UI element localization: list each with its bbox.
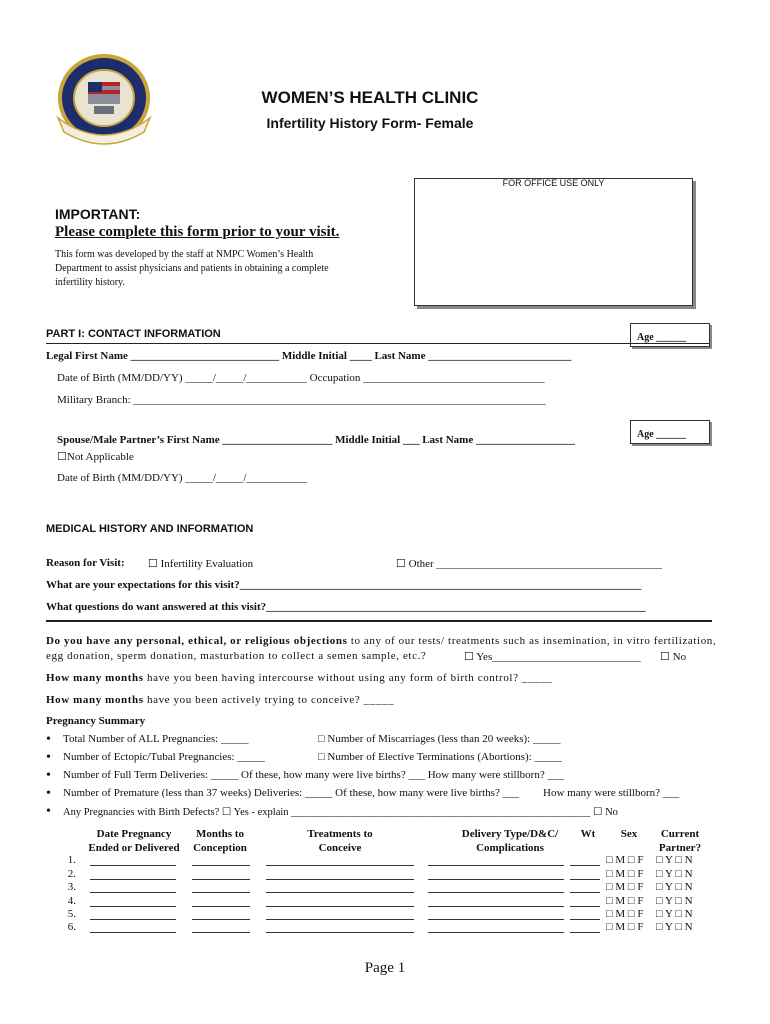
legal-name-field[interactable]: Legal First Name ___________________________ Middle Initial ____ Last Name __________________________ [46,350,572,362]
treatments-line[interactable] [266,919,414,920]
bullet-row-2 [46,750,51,766]
part1-divider [46,343,711,344]
bullet-row-5 [46,804,51,820]
col-date-header: Date Pregnancy Ended or Delivered [88,828,180,854]
intercourse-rest: have you been having intercourse without using any form of birth control? _____ [146,672,553,684]
intercourse-question[interactable] [46,672,552,684]
checkbox-icon[interactable]: ☐ [660,651,670,663]
bullet-icon: • [46,786,51,801]
page-title: WOMEN’S HEALTH CLINIC [261,88,479,107]
sex-options[interactable]: □ M □ F [606,921,644,933]
spouse-dob-field[interactable]: Date of Birth (MM/DD/YY) _____/_____/___________ [57,472,307,484]
row-number: 4. [67,895,76,907]
reason-other-label: Other _________________________________________ [408,558,662,570]
full-term-field[interactable]: Number of Full Term Deliveries: _____ Of these, how many were live births? ___ How many were stillborn? ___ [63,769,564,781]
miscarriages-field[interactable] [318,733,561,745]
col-treatments-header: Treatments to Conceive [307,828,373,854]
objections-no-option[interactable] [660,650,686,663]
row-number: 1. [67,854,76,866]
delivery-line[interactable] [428,919,564,920]
partner-options[interactable]: □ Y □ N [656,881,693,893]
bullet-row-4 [46,786,51,802]
terminations-label: Number of Elective Terminations (Abortions): _____ [327,751,562,763]
treatments-line[interactable] [266,879,414,880]
row-number: 5. [67,908,76,920]
delivery-line[interactable] [428,879,564,880]
months-line[interactable] [192,932,250,933]
premature-stillborn-field[interactable]: How many were stillborn? ___ [543,787,680,799]
treatments-line[interactable] [266,932,414,933]
important-subheading: Please complete this form prior to your visit. [55,224,340,240]
birth-defects-label: Any Pregnancies with Birth Defects? [63,807,220,818]
col-delivery-header: Delivery Type/D&C/ Complications [461,828,559,854]
date-line[interactable] [90,892,176,893]
bullet-icon: • [46,804,51,819]
birth-defects-question [63,806,618,818]
objections-yes-option[interactable] [464,650,641,663]
months-line[interactable] [192,906,250,907]
wt-line[interactable] [570,879,600,880]
no-label: No [672,651,687,663]
date-line[interactable] [90,932,176,933]
col-partner-header: Current Partner? [658,828,702,854]
conceive-bold: How many months [46,694,144,706]
conceive-rest: have you been actively trying to conceive? _____ [146,694,395,706]
sex-options[interactable]: □ M □ F [606,868,644,880]
page-number: Page 1 [364,960,406,976]
bullet-row-1 [46,732,51,748]
questions-field[interactable]: What questions do want answered at this visit?_____________________________________________________________________ [46,601,646,613]
row-number: 6. [67,921,76,933]
months-line[interactable] [192,919,250,920]
sex-options[interactable]: □ M □ F [606,854,644,866]
objections-line-2: egg donation, sperm donation, masturbation to collect a semen sample, etc.? [46,650,427,662]
partner-options[interactable]: □ Y □ N [656,854,693,866]
months-line[interactable] [192,892,250,893]
treatments-line[interactable] [266,906,414,907]
wt-line[interactable] [570,906,600,907]
terminations-field[interactable] [318,751,562,763]
col-months-header: Months to Conception [193,828,247,854]
office-use-label: FOR OFFICE USE ONLY [502,178,605,188]
row-number: 2. [67,868,76,880]
checkbox-icon[interactable]: ☐ [396,558,406,570]
bullet-icon: • [46,750,51,765]
pregnancy-summary-heading: Pregnancy Summary [46,715,146,727]
age-field-2[interactable]: Age ______ [630,420,710,444]
not-applicable-label: Not Applicable [66,451,134,463]
wt-line[interactable] [570,865,600,866]
col-sex-header: Sex [620,828,638,840]
part1-heading: PART I: CONTACT INFORMATION [46,328,221,340]
date-line[interactable] [90,879,176,880]
miscarriages-label: Number of Miscarriages (less than 20 weeks): _____ [327,733,561,745]
military-branch-field[interactable]: Military Branch: ___________________________________________________________________________ [57,394,546,406]
checkbox-icon[interactable]: ☐ [148,558,158,570]
delivery-line[interactable] [428,906,564,907]
partner-options[interactable]: □ Y □ N [656,868,693,880]
sex-options[interactable]: □ M □ F [606,881,644,893]
birth-defects-no-label[interactable]: No [605,807,618,818]
intercourse-bold: How many months [46,672,144,684]
bullet-row-3 [46,768,51,784]
delivery-line[interactable] [428,932,564,933]
reason-infertility-label: Infertility Evaluation [160,558,254,570]
total-pregnancies-field[interactable]: Total Number of ALL Pregnancies: _____ [63,733,249,745]
important-paragraph-line-1: This form was developed by the staff at NMPC Women’s Health [55,249,314,260]
partner-options[interactable]: □ Y □ N [656,908,693,920]
checkbox-icon[interactable]: ☐ [593,807,603,818]
treatments-line[interactable] [266,892,414,893]
partner-options[interactable]: □ Y □ N [656,921,693,933]
wt-line[interactable] [570,892,600,893]
spouse-name-field[interactable]: Spouse/Male Partner’s First Name ____________________ Middle Initial ___ Last Name __________________ [57,434,575,446]
conceive-question[interactable] [46,694,394,706]
wt-line[interactable] [570,932,600,933]
partner-options[interactable]: □ Y □ N [656,895,693,907]
date-line[interactable] [90,919,176,920]
objections-question [46,635,716,647]
delivery-line[interactable] [428,892,564,893]
expectations-field[interactable]: What are your expectations for this visit?_________________________________________________________________________ [46,579,642,591]
premature-field[interactable]: Number of Premature (less than 37 weeks) Deliveries: _____ Of these, how many were live births? ___ [63,787,520,799]
office-use-box [414,178,693,306]
checkbox-icon[interactable]: ☐ [221,807,232,818]
treatments-line[interactable] [266,865,414,866]
sex-options[interactable]: □ M □ F [606,895,644,907]
checkbox-icon[interactable]: ☐ [57,451,67,463]
square-icon: □ [318,733,328,745]
birth-defects-yes-label[interactable]: Yes - explain _________________________________________________________ [233,807,591,818]
col-wt-header: Wt [580,828,596,840]
date-line[interactable] [90,906,176,907]
months-line[interactable] [192,865,250,866]
important-paragraph-line-2: Department to assist physicians and patients in obtaining a complete [55,263,329,274]
checkbox-icon[interactable]: ☐ [464,651,474,663]
wt-line[interactable] [570,919,600,920]
reason-for-visit-label: Reason for Visit: [46,557,125,569]
bullet-icon: • [46,732,51,747]
row-number: 3. [67,881,76,893]
dob-field[interactable]: Date of Birth (MM/DD/YY) _____/_____/___________ Occupation _________________________________ [57,372,545,384]
objections-bold: Do you have any personal, ethical, or religious objections [46,635,348,647]
medical-history-heading: MEDICAL HISTORY AND INFORMATION [46,523,254,535]
square-icon: □ [318,751,328,763]
date-line[interactable] [90,865,176,866]
delivery-line[interactable] [428,865,564,866]
yes-label: Yes___________________________ [476,651,641,663]
ectopic-field[interactable]: Number of Ectopic/Tubal Pregnancies: _____ [63,751,265,763]
important-paragraph-line-3: infertility history. [55,277,125,288]
important-heading: IMPORTANT: [55,206,141,222]
reason-infertility-option[interactable] [148,557,253,570]
sex-options[interactable]: □ M □ F [606,908,644,920]
months-line[interactable] [192,879,250,880]
objections-rest: to any of our tests/ treatments such as insemination, in vitro fertilization, [350,635,717,647]
reason-other-option[interactable] [396,557,662,570]
page-subtitle: Infertility History Form- Female [266,115,474,131]
age-field-1[interactable]: Age ______ [630,323,710,347]
bullet-icon: • [46,768,51,783]
medical-divider [46,620,712,622]
not-applicable-option[interactable] [57,450,134,463]
